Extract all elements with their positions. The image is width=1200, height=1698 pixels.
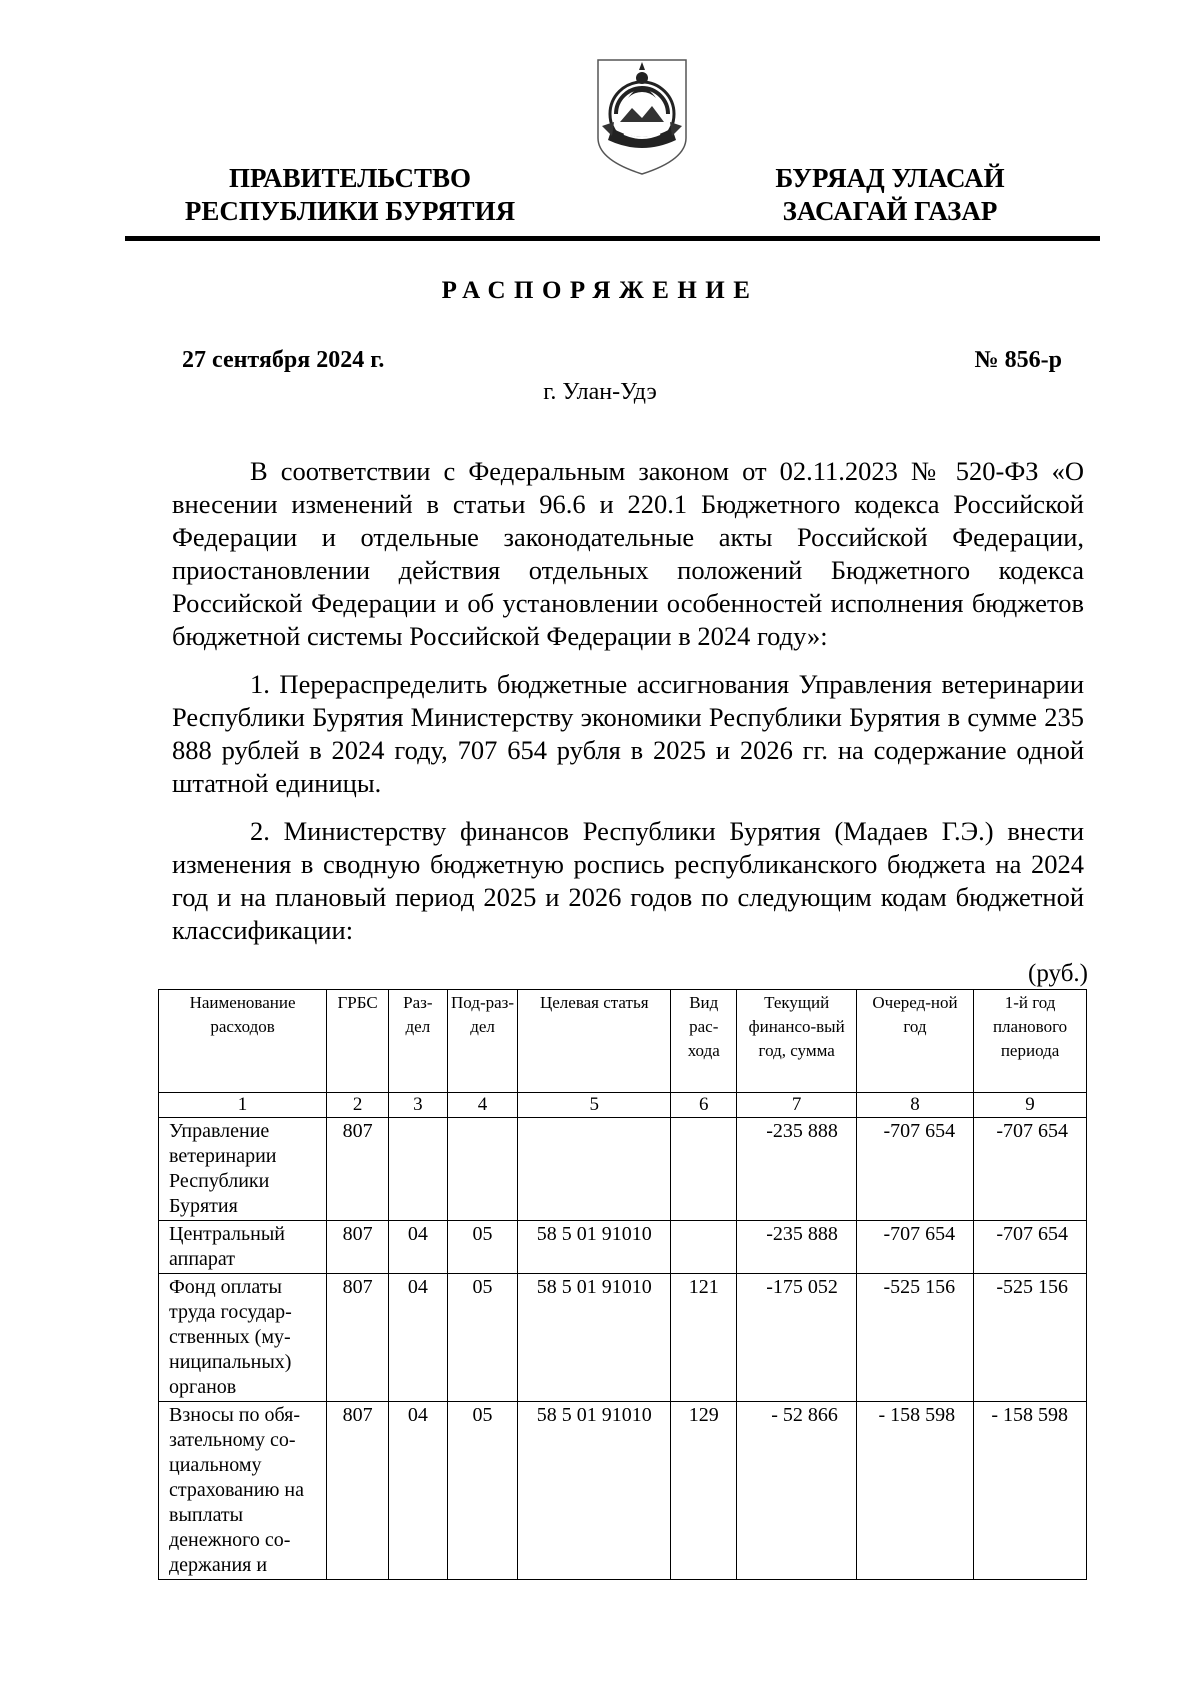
target-article-cell: 58 5 01 91010 — [518, 1274, 671, 1402]
column-number: 6 — [671, 1093, 737, 1118]
podrazdel-cell: 05 — [447, 1221, 518, 1274]
header-cell: ГРБС — [327, 990, 389, 1093]
government-name-bua — [740, 162, 1040, 228]
expense-name: Взносы по обязательному социальному страхованию на выплаты денежного содержания и — [159, 1402, 327, 1580]
table-row — [159, 1402, 1087, 1580]
government-name-ru-line1: ПРАВИТЕЛЬСТВО — [228, 163, 472, 193]
podrazdel-cell — [447, 1118, 518, 1221]
target-article-cell — [518, 1118, 671, 1221]
header-cell: Вид рас-хода — [671, 990, 737, 1093]
government-name-ru-line2: РЕСПУБЛИКИ БУРЯТИЯ — [184, 196, 516, 226]
column-number: 2 — [327, 1093, 389, 1118]
body-paragraph-3 — [172, 815, 1084, 947]
column-number: 5 — [518, 1093, 671, 1118]
razdel-cell: 04 — [389, 1221, 448, 1274]
coat-of-arms-emblem — [594, 56, 690, 178]
column-number: 8 — [856, 1093, 973, 1118]
paragraph-text: В соответствии с Федеральным законом от 02.11.2023 № 520-ФЗ «О внесении изменений в статьи 96.6 и 220.1 Бюджетного кодекса Российской Федерации и отдельные законодательные акты Российской Федерации, приостановлении действия отдельных положений Бюджетного кодекса Российской Федерации и об установлении особенностей исполнения бюджетов бюджетной системы Российской Федерации в 2024 году»: — [172, 456, 1084, 651]
grbs-cell: 807 — [327, 1221, 389, 1274]
expense-name: Управление ветеринарии Республики Бурятия — [159, 1118, 327, 1221]
header-cell: Раз-дел — [389, 990, 448, 1093]
document-number: № 856-р — [974, 347, 1062, 373]
government-name-ru — [160, 162, 540, 228]
expense-type-cell — [671, 1118, 737, 1221]
column-number: 7 — [737, 1093, 856, 1118]
plan-year-1-amount: -525 156 — [974, 1274, 1087, 1402]
body-paragraph-1 — [172, 455, 1084, 653]
column-number: 9 — [974, 1093, 1087, 1118]
header-cell: 1-й год планового периода — [974, 990, 1087, 1093]
paragraph-text: 1. Перераспределить бюджетные ассигнования Управления ветеринарии Республики Бурятия Министерству экономики Республики Бурятия в сумме 235 888 рублей в 2024 году, 707 654 рубля в 2025 и 2026 гг. на содержание одной штатной единицы. — [172, 669, 1084, 798]
razdel-cell: 04 — [389, 1274, 448, 1402]
header-cell: Под-раз-дел — [447, 990, 518, 1093]
plan-year-1-amount: - 158 598 — [974, 1402, 1087, 1580]
document-city: г. Улан-Удэ — [543, 379, 657, 405]
document-date: 27 сентября 2024 г. — [182, 347, 385, 373]
document-title: РАСПОРЯЖЕНИЕ — [441, 277, 759, 304]
next-year-amount: - 158 598 — [856, 1402, 973, 1580]
grbs-cell: 807 — [327, 1118, 389, 1221]
current-year-amount: -235 888 — [737, 1118, 856, 1221]
next-year-amount: -525 156 — [856, 1274, 973, 1402]
razdel-cell — [389, 1118, 448, 1221]
current-year-amount: -175 052 — [737, 1274, 856, 1402]
column-number: 4 — [447, 1093, 518, 1118]
budget-table — [158, 989, 1087, 1580]
paragraph-text: 2. Министерству финансов Республики Бурятия (Мадаев Г.Э.) внести изменения в сводную бюджетную роспись республиканского бюджета на 2024 год и на плановый период 2025 и 2026 годов по следующим кодам бюджетной классификации: — [172, 816, 1084, 945]
next-year-amount: -707 654 — [856, 1118, 973, 1221]
grbs-cell: 807 — [327, 1402, 389, 1580]
next-year-amount: -707 654 — [856, 1221, 973, 1274]
table-row — [159, 1221, 1087, 1274]
table-row — [159, 1274, 1087, 1402]
table-unit-label: (руб.) — [1028, 960, 1088, 987]
current-year-amount: -235 888 — [737, 1221, 856, 1274]
razdel-cell: 04 — [389, 1402, 448, 1580]
expense-type-cell: 129 — [671, 1402, 737, 1580]
header-divider — [125, 236, 1100, 241]
table-row — [159, 1118, 1087, 1221]
plan-year-1-amount: -707 654 — [974, 1221, 1087, 1274]
expense-type-cell — [671, 1221, 737, 1274]
table-header-row — [159, 990, 1087, 1093]
column-number: 1 — [159, 1093, 327, 1118]
target-article-cell: 58 5 01 91010 — [518, 1221, 671, 1274]
body-paragraph-2 — [172, 668, 1084, 800]
expense-type-cell: 121 — [671, 1274, 737, 1402]
expense-name: Фонд оплаты труда государственных (муниципальных) органов — [159, 1274, 327, 1402]
grbs-cell: 807 — [327, 1274, 389, 1402]
target-article-cell: 58 5 01 91010 — [518, 1402, 671, 1580]
government-name-bua-line2: ЗАСАГАЙ ГАЗАР — [782, 196, 998, 226]
government-name-bua-line1: БУРЯАД УЛАСАЙ — [775, 163, 1005, 193]
header-cell: Целевая статья — [518, 990, 671, 1093]
column-number: 3 — [389, 1093, 448, 1118]
header-cell: Текущий финансо-вый год, сумма — [737, 990, 856, 1093]
plan-year-1-amount: -707 654 — [974, 1118, 1087, 1221]
column-number-row — [159, 1093, 1087, 1118]
expense-name: Центральный аппарат — [159, 1221, 327, 1274]
current-year-amount: - 52 866 — [737, 1402, 856, 1580]
podrazdel-cell: 05 — [447, 1274, 518, 1402]
header-cell: Очеред-ной год — [856, 990, 973, 1093]
header-cell: Наименование расходов — [159, 990, 327, 1093]
podrazdel-cell: 05 — [447, 1402, 518, 1580]
